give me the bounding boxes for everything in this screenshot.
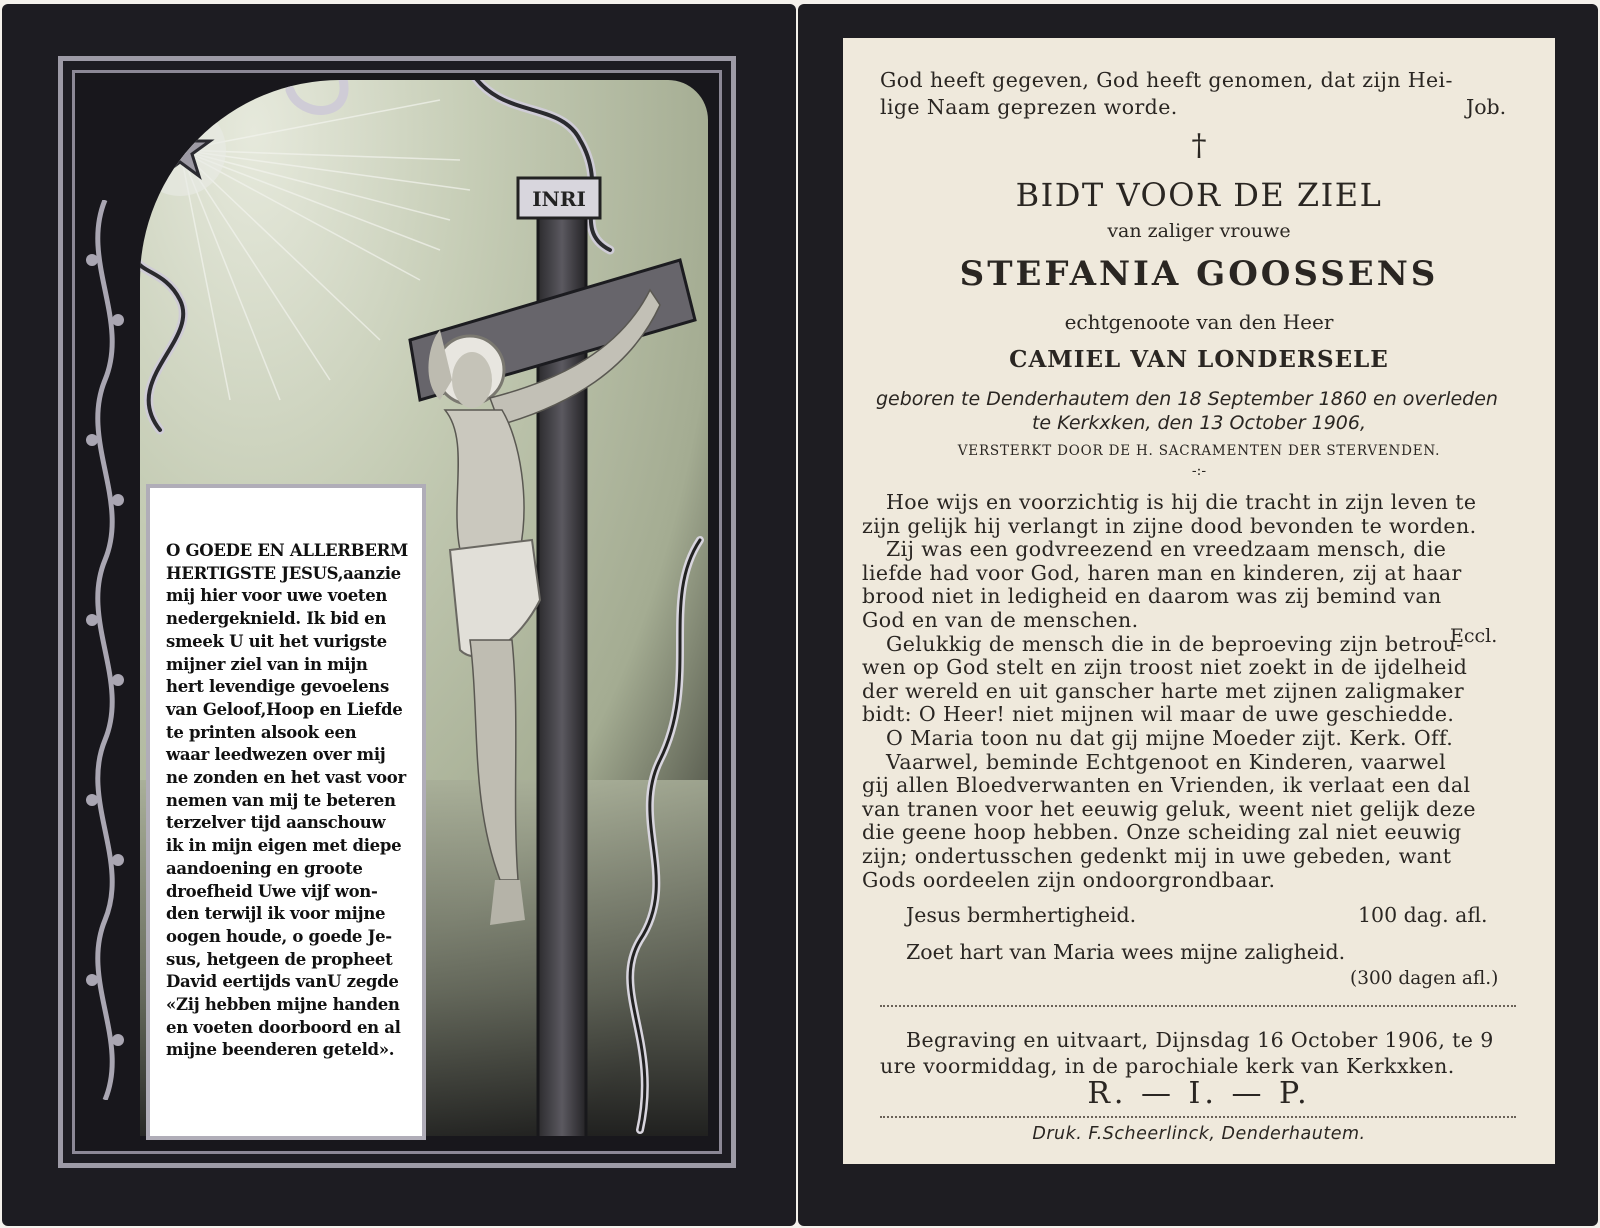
prayer-line: te printen alsook een (166, 722, 357, 742)
prayer-line: mij hier voor uwe voeten (166, 586, 388, 606)
obituary-body-line: Gods oordeelen zijn ondoorgrondbaar. (862, 867, 1276, 892)
prayer-line: sus, hetgeen de propheet (166, 949, 393, 969)
obituary-body-line: brood niet in ledigheid en daarom was zij bemind van (862, 584, 1442, 609)
obituary-body-line: die geene hoop hebben. Onze scheiding zal niet eeuwig (862, 820, 1462, 845)
death-line: te Kerkxken, den 13 October 1906, (1031, 412, 1367, 434)
prayer-line: nemen van mij te beteren (166, 790, 396, 810)
obituary-body-line: zijn; ondertusschen gedenkt mij in uwe gebeden, want (862, 844, 1452, 868)
prayer-line: waar leedwezen over mij (166, 745, 386, 765)
prayer-text (166, 540, 412, 1062)
prayer-line: aandoening en groote (166, 858, 363, 878)
prayer-line: mijne beenderen geteld». (166, 1040, 395, 1060)
prayer-line: van Geloof,Hoop en Liefde (166, 699, 403, 719)
obituary-body-line: gij allen Bloedverwanten en Vrienden, ik verlaat een dal (862, 773, 1471, 798)
spouse-intro: echtgenoote van den Heer (1064, 310, 1334, 334)
indulgence-1-days: 100 dag. afl. (1358, 903, 1488, 927)
left-vine-ornament (80, 200, 130, 1100)
birth-line: geboren te Denderhautem den 18 September 1860 en overleden (876, 388, 1498, 410)
subheading: van zaliger vrouwe (1107, 220, 1291, 242)
obituary-body-line: God en van de menschen. (862, 608, 1139, 632)
eccl-reference: Eccl. (1450, 625, 1498, 647)
prayer-line: en voeten doorboord en al (166, 1017, 401, 1037)
obituary-body-line: zijn gelijk hij verlangt in zijne dood bevonden te worden. (862, 513, 1477, 538)
spouse-name: CAMIEL VAN LONDERSELE (1009, 346, 1389, 373)
prayer-line: droefheid Uwe vijf won- (166, 881, 378, 901)
obituary-body-line: der wereld en uit ganscher harte met zijnen zaligmaker (862, 678, 1465, 703)
funeral-line-2: ure voormiddag, in de parochiale kerk van Kerkxken. (880, 1054, 1455, 1078)
epigraph-source: Job. (1466, 95, 1507, 119)
indulgence-1-text: Jesus bermhertigheid. (906, 903, 1137, 927)
dotted-separator (880, 1005, 1516, 1007)
prayer-heading: BIDT VOOR DE ZIEL (1015, 176, 1383, 214)
funeral-line-1: Begraving en uitvaart, Dijnsdag 16 October 1906, te 9 (906, 1028, 1494, 1052)
prayer-line: David eertijds vanU zegde (166, 972, 399, 992)
ornament-divider: -:- (1191, 463, 1207, 479)
dotted-separator-2 (880, 1116, 1516, 1118)
epigraph-line-2: lige Naam geprezen worde. (880, 95, 1178, 119)
prayer-text-box (146, 484, 426, 1140)
epigraph-line-1: God heeft gegeven, God heeft genomen, dat zijn Hei- (880, 68, 1453, 92)
obituary-body-line: Hoe wijs en voorzichtig is hij die tracht in zijn leven te (886, 490, 1477, 514)
obituary-body-line: O Maria toon nu dat gij mijne Moeder zijt. Kerk. Off. (886, 726, 1454, 750)
rip-line: R. — I. — P. (1087, 1076, 1311, 1111)
obituary-body-line: liefde had voor God, haren man en kinderen, zij at haar (862, 560, 1462, 585)
sacraments-line: VERSTERKT DOOR DE H. SACRAMENTEN DER STERVENDEN. (957, 443, 1441, 459)
prayer-line: mijner ziel van in mijn (166, 654, 368, 674)
prayer-line: smeek U uit het vurigste (166, 631, 387, 651)
obituary-body-line: bidt: O Heer! niet mijnen wil maar de uwe geschiedde. (862, 702, 1455, 727)
deceased-name: STEFANIA GOOSSENS (959, 254, 1439, 294)
obituary-body-line: van tranen voor het eeuwig geluk, weent niet gelijk deze (862, 796, 1476, 821)
obituary-body-line: Vaarwel, beminde Echtgenoot en Kinderen, vaarwel (886, 749, 1447, 774)
prayer-line: «Zij hebben mijne handen (166, 995, 400, 1015)
prayer-line: terzelver tijd aanschouw (166, 813, 386, 833)
cross-sign: INRI (532, 187, 586, 211)
printer-line: Druk. F.Scheerlinck, Denderhautem. (1032, 1124, 1366, 1144)
obituary-body-line: wen op God stelt en zijn troost niet zoekt in de ijdelheid (862, 655, 1468, 680)
cross-symbol: † (1191, 128, 1207, 163)
obituary-body-line: Zij was een godvreezend en vreedzaam mensch, die (886, 537, 1447, 562)
indulgence-2-text: Zoet hart van Maria wees mijne zaligheid. (906, 940, 1346, 964)
prayer-line: hert levendige gevoelens (166, 677, 389, 697)
prayer-line: oogen houde, o goede Je- (166, 926, 392, 946)
prayer-line: ne zonden en het vast voor (166, 768, 406, 788)
prayer-line: HERTIGSTE JESUS,aanzie (166, 563, 401, 583)
obituary-body-line: Gelukkig de mensch die in de beproeving zijn betrou- (886, 631, 1464, 656)
indulgence-2-days: (300 dagen afl.) (1350, 968, 1499, 989)
prayer-line: O GOEDE EN ALLERBERM (166, 541, 408, 560)
prayer-line: nedergeknield. Ik bid en (166, 609, 387, 629)
prayer-line: ik in mijn eigen met diepe (166, 836, 402, 856)
prayer-line: den terwijl ik voor mijne (166, 904, 386, 924)
